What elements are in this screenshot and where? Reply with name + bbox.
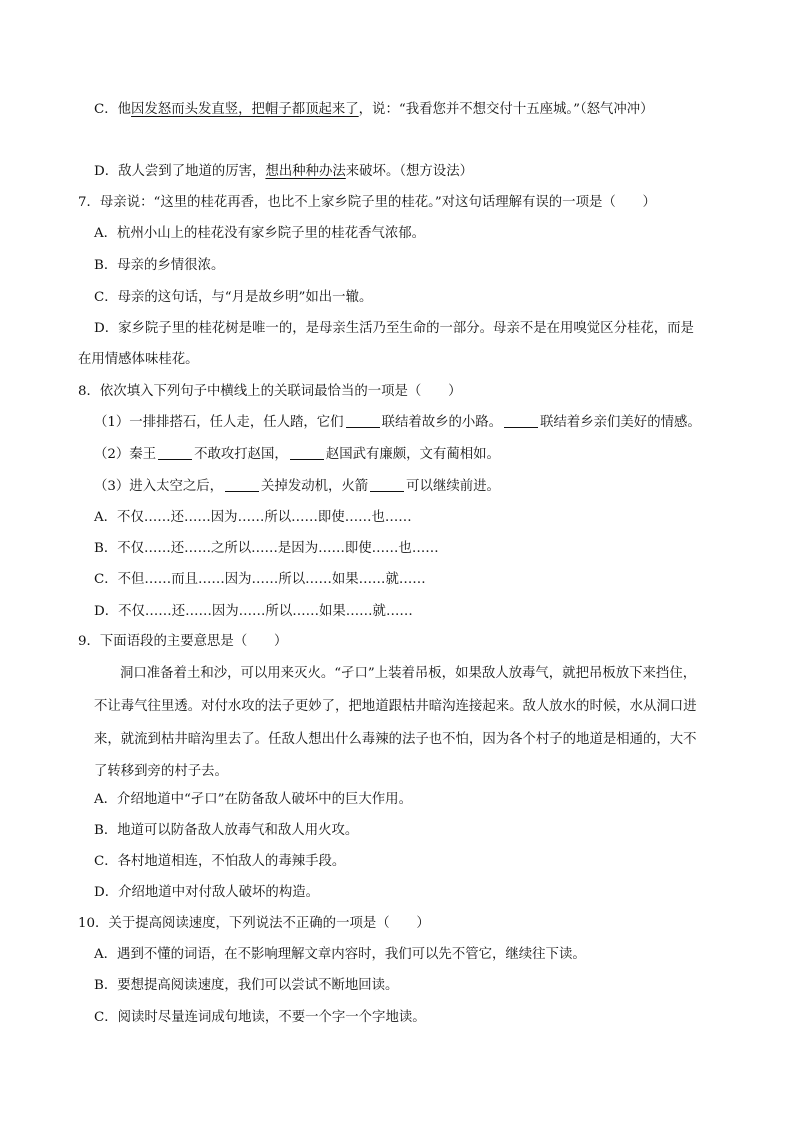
q8-s1-part-b: 联结着故乡的小路。 xyxy=(381,415,503,430)
q8-option-b[interactable]: B．不仅……还……之所以……是因为……即使……也…… xyxy=(94,541,439,556)
q6-option-d[interactable] xyxy=(94,162,473,182)
q6-option-c-pre: C．他 xyxy=(94,102,132,117)
q9-passage-line-4: 了转移到旁的村子去。 xyxy=(94,764,228,779)
q8-s2-part-b: 不敢攻打赵国， xyxy=(194,447,288,462)
q8-s3-part-a: （3）进入太空之后， xyxy=(94,479,224,494)
q8-stem: 8．依次填入下列句子中横线上的关联词最恰当的一项是（ ） xyxy=(78,384,462,399)
q8-s2-blank-1[interactable] xyxy=(158,445,192,460)
q10-option-b[interactable]: B．要想提高阅读速度，我们可以尝试不断地回读。 xyxy=(94,978,399,993)
q8-sentence-2 xyxy=(94,445,500,465)
q8-option-c[interactable]: C．不但……而且……因为……所以……如果……就…… xyxy=(94,572,426,587)
q9-passage-line-3: 来，就流到枯井暗沟里去了。任敌人想出什么毒辣的法子也不怕，因为各个村子的地道是相通的，大不 xyxy=(94,732,697,747)
q6-option-d-post: 来破坏。（想方设法） xyxy=(345,164,473,179)
q8-option-d[interactable]: D．不仅……还……因为……所以……如果……就…… xyxy=(94,604,413,619)
q7-option-b[interactable]: B．母亲的乡情很浓。 xyxy=(94,258,225,273)
q6-option-c[interactable] xyxy=(94,100,654,120)
q10-option-a[interactable]: A．遇到不懂的词语，在不影响理解文章内容时，我们可以先不管它，继续往下读。 xyxy=(94,947,586,962)
q10-stem: 10．关于提高阅读速度，下列说法不正确的一项是（ ） xyxy=(78,916,430,931)
q8-s1-blank-1[interactable] xyxy=(346,413,380,428)
q6-option-d-pre: D．敌人尝到了地道的厉害， xyxy=(94,164,266,179)
q8-s3-part-c: 可以继续前进。 xyxy=(406,479,500,494)
q8-sentence-3 xyxy=(94,477,500,497)
q7-option-d-cont: 在用情感体味桂花。 xyxy=(78,352,199,367)
q10-option-c[interactable]: C．阅读时尽量连词成句地读，不要一个字一个字地读。 xyxy=(94,1010,426,1025)
q9-option-d[interactable]: D．介绍地道中对付敌人破坏的构造。 xyxy=(94,885,319,900)
q9-passage-line-1: 洞口准备着土和沙，可以用来灭火。“孑口”上装着吊板，如果敌人放毒气，就把吊板放下来挡住， xyxy=(120,666,697,681)
q6-option-d-underlined: 想出种种办法 xyxy=(265,164,346,179)
q8-s3-blank-2[interactable] xyxy=(370,477,404,492)
q8-sentence-1 xyxy=(94,413,701,433)
q9-option-c[interactable]: C．各村地道相连，不怕敌人的毒辣手段。 xyxy=(94,854,346,869)
q9-option-b[interactable]: B．地道可以防备敌人放毒气和敌人用火攻。 xyxy=(94,823,359,838)
q8-s2-part-c: 赵国武有廉颇，文有蔺相如。 xyxy=(325,447,500,462)
q6-option-c-underlined: 因发怒而头发直竖，把帽子都顶起来了 xyxy=(131,102,359,117)
q7-option-d[interactable]: D．家乡院子里的桂花树是唯一的，是母亲生活乃至生命的一部分。母亲不是在用嗅觉区分桂花，而是 xyxy=(94,321,694,336)
q8-s1-part-a: （1）一排排搭石，任人走，任人踏，它们 xyxy=(94,415,344,430)
q8-s1-blank-2[interactable] xyxy=(504,413,538,428)
q8-s2-blank-2[interactable] xyxy=(290,445,324,460)
q8-s3-part-b: 关掉发动机，火箭 xyxy=(261,479,369,494)
q8-s2-part-a: （2）秦王 xyxy=(94,447,157,462)
q8-s3-blank-1[interactable] xyxy=(225,477,259,492)
q9-passage-line-2: 不让毒气往里透。对付水攻的法子更妙了，把地道跟枯井暗沟连接起来。敌人放水的时候，水从洞口进 xyxy=(94,699,697,714)
q8-option-a[interactable]: A．不仅……还……因为……所以……即使……也…… xyxy=(94,510,412,525)
q9-option-a[interactable]: A．介绍地道中“孑口”在防备敌人破坏中的巨大作用。 xyxy=(94,792,412,807)
q7-option-c[interactable]: C．母亲的这句话，与“月是故乡明”如出一辙。 xyxy=(94,290,373,305)
q7-option-a[interactable]: A．杭州小山上的桂花没有家乡院子里的桂花香气浓郁。 xyxy=(94,226,426,241)
q7-stem: 7．母亲说：“这里的桂花再香，也比不上家乡院子里的桂花。”对这句话理解有误的一项是（ ） xyxy=(78,195,656,210)
q8-s1-part-c: 联结着乡亲们美好的情感。 xyxy=(540,415,701,430)
q6-option-c-post: ，说：“我看您并不想交付十五座城。”（怒气冲冲） xyxy=(358,102,654,117)
q9-stem: 9．下面语段的主要意思是（ ） xyxy=(78,634,288,649)
